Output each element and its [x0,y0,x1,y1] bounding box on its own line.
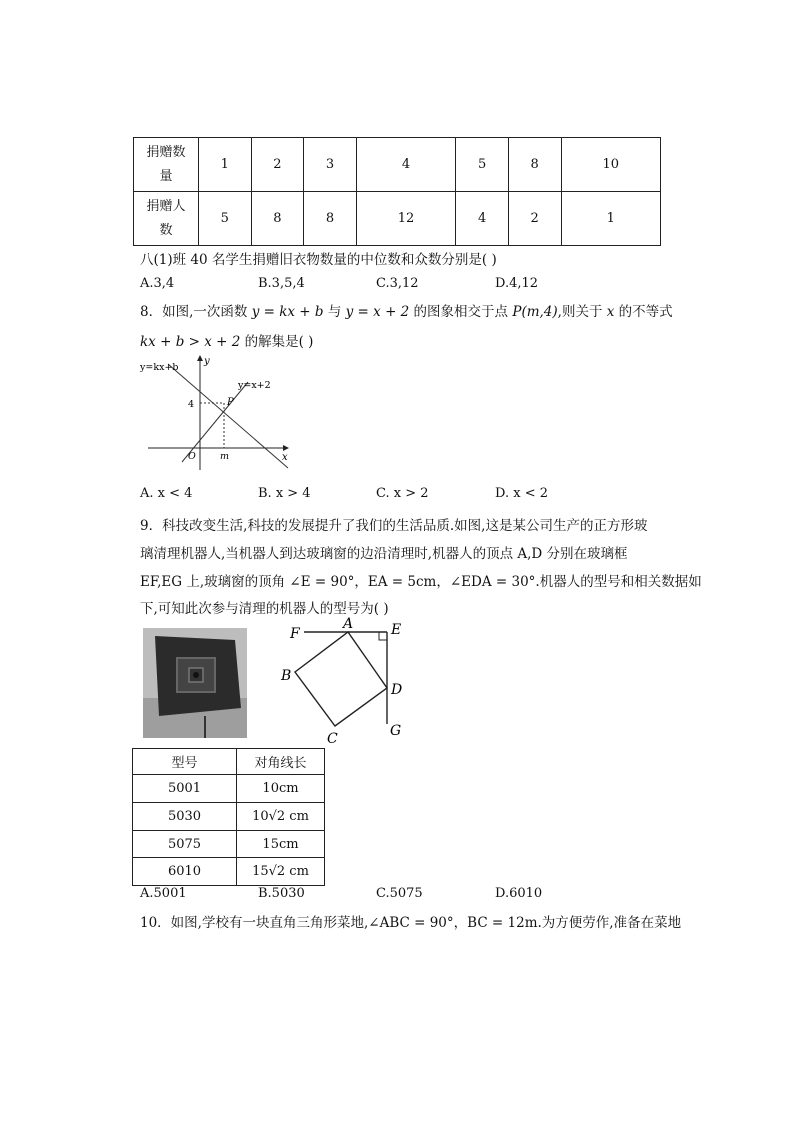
table-cell: 12 [356,192,455,246]
q8-stem-line1: 8．如图,一次函数 y = kx + b 与 y = x + 2 的图象相交于点 P(m,4),则关于 x 的不等式 [140,304,673,320]
origin-label: O [188,451,196,462]
q7-option-a[interactable]: A.3,4 [140,276,175,291]
table-cell-diagonal: 15cm [237,831,325,858]
table-cell: 2 [251,138,304,192]
q9-stem-line2: 璃清理机器人,当机器人到达玻璃窗的边沿清理时,机器人的顶点 A,D 分别在玻璃框 [140,546,628,562]
q9-option-d[interactable]: D.6010 [495,886,543,901]
y-tick-label: 4 [188,399,195,410]
table-cell-model: 5030 [133,803,237,831]
table-header-cell: 型号 [133,749,237,775]
table-cell-model: 6010 [133,858,237,886]
table-cell-diagonal: 10√2 cm [237,803,325,831]
q9-geometry-diagram [280,614,420,748]
q7-stem: 八(1)班 40 名学生捐赠旧衣物数量的中位数和众数分别是( ) [140,252,497,268]
label-kx-plus-b: y=kx+b [140,362,179,373]
label-g: G [390,723,402,739]
q8-function-graph [138,352,298,470]
table-cell-model: 5075 [133,831,237,858]
line-x-plus-2 [182,382,248,462]
q8-stem-line2: kx + b > x + 2 的解集是( ) [140,334,314,350]
table-cell-model: 5001 [133,775,237,803]
label-f: F [290,626,300,642]
right-angle-mark [379,632,387,640]
table-cell-diagonal: 15√2 cm [237,858,325,886]
q9-option-c[interactable]: C.5075 [376,886,423,901]
x-axis-label: x [282,452,288,463]
table-cell: 4 [356,138,455,192]
q9-option-b[interactable]: B.5030 [258,886,305,901]
label-x-plus-2: y=x+2 [238,380,271,391]
table-cell: 8 [304,192,357,246]
q10-stem-line1: 10．如图,学校有一块直角三角形菜地,∠ABC = 90°，BC = 12m.为方便劳作,准备在菜地 [140,915,682,931]
label-a: A [343,616,354,632]
table-cell: 10 [561,138,661,192]
robot-photo [143,628,247,738]
q8-option-a[interactable]: A. x < 4 [140,486,193,501]
table-header-cell: 捐赠人 数 [134,192,199,246]
table-cell: 5 [456,138,509,192]
table-cell: 8 [508,138,561,192]
table-cell-diagonal: 10cm [237,775,325,803]
table-cell: 3 [304,138,357,192]
q9-stem-line1: 9．科技改变生活,科技的发展提升了我们的生活品质.如图,这是某公司生产的正方形玻 [140,518,648,534]
robot-model-table [132,748,325,886]
q9-option-a[interactable]: A.5001 [140,886,187,901]
x-tick-label: m [220,451,230,462]
table-cell: 4 [456,192,509,246]
q7-option-c[interactable]: C.3,12 [376,276,419,291]
q8-option-d[interactable]: D. x < 2 [495,486,548,501]
table-cell: 8 [251,192,304,246]
square-abcd [295,632,387,726]
q7-option-d[interactable]: D.4,12 [495,276,539,291]
q7-option-b[interactable]: B.3,5,4 [258,276,305,291]
table-cell: 5 [199,192,252,246]
label-d: D [391,682,403,698]
table-header-cell: 对角线长 [237,749,325,775]
point-p-label: P [227,397,234,408]
label-c: C [327,731,338,747]
q9-stem-line4: 下,可知此次参与清理的机器人的型号为( ) [140,601,389,617]
table-header-cell: 捐赠数 量 [134,138,199,192]
table-cell: 1 [561,192,661,246]
q9-stem-line3: EF,EG 上,玻璃窗的顶角 ∠E = 90°，EA = 5cm，∠EDA = 30°.机器人的型号和相关数据如 [140,574,702,590]
y-axis-label: y [204,356,210,367]
table-cell: 1 [199,138,252,192]
table-cell: 2 [508,192,561,246]
q8-option-c[interactable]: C. x > 2 [376,486,429,501]
q8-option-b[interactable]: B. x > 4 [258,486,311,501]
label-b: B [281,668,292,684]
donation-table [133,137,661,246]
label-e: E [391,622,402,638]
